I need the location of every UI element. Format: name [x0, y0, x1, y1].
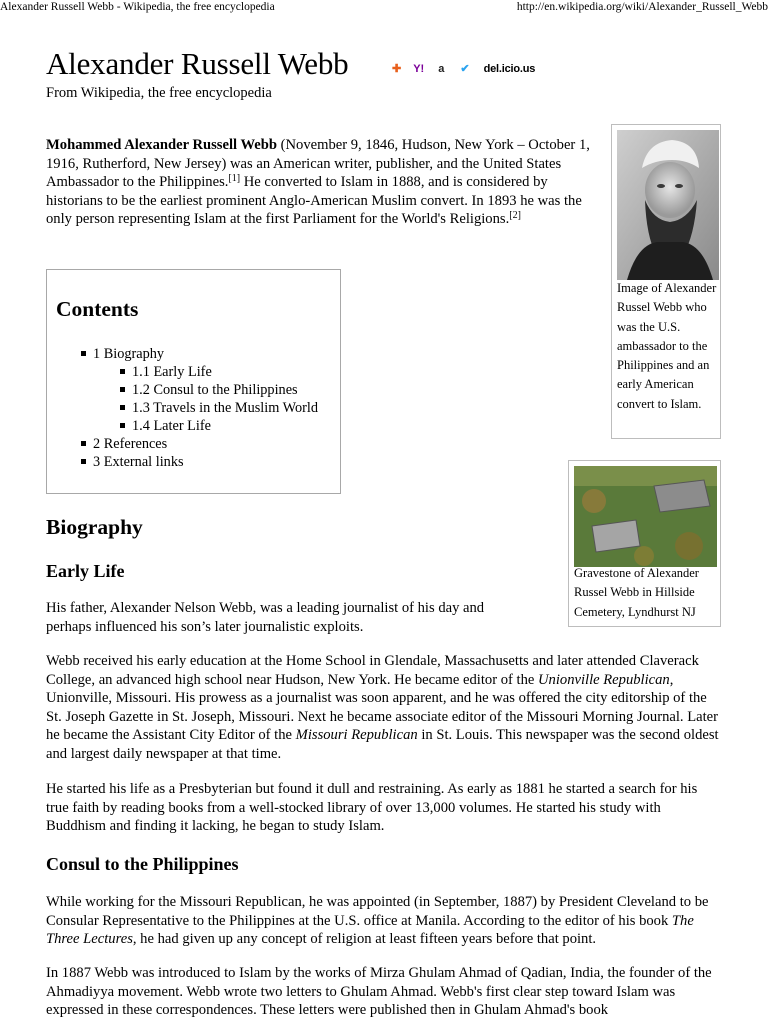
twitter-icon[interactable]: ✔ — [460, 63, 470, 75]
buzz-icon[interactable]: ✚ — [392, 63, 402, 75]
subsection-heading-early-life: Early Life — [46, 561, 125, 581]
toc-item-label[interactable]: 1.4 Later Life — [132, 418, 211, 434]
toc-item-label[interactable]: 2 References — [93, 436, 168, 452]
italic-book-title: The Three Lectures — [46, 912, 694, 948]
text-run: in St. Louis. This newspaper was the second oldest and largest daily newspaper at that time. — [46, 727, 719, 762]
toc-item-later-life[interactable] — [120, 417, 211, 435]
portrait-image[interactable] — [617, 130, 719, 280]
toc-item-label[interactable]: 1.2 Consul to the Philippines — [132, 382, 298, 398]
gravestone-image[interactable] — [574, 466, 717, 567]
page-title: Alexander Russell Webb — [46, 46, 349, 81]
toc-item-travels[interactable] — [120, 399, 318, 417]
toc-item-label[interactable]: 1.3 Travels in the Muslim World — [132, 400, 319, 416]
intro-text-1: (November 9, 1846, Hudson, New York – October 1, 1916, Rutherford, New Jersey) was an American writer, publisher, and the United States Ambassador to the Philippines. — [46, 137, 590, 191]
intro-text-2: He converted to Islam in 1888, and is considered by historians to be the earliest prominent Anglo-American Muslim convert. In 1893 he was the only person representing Islam at the first Parliament for the World's Religions. — [46, 174, 582, 228]
intro-name: Mohammed Alexander Russell Webb — [46, 137, 277, 153]
subsection-heading-consul: Consul to the Philippines — [46, 854, 239, 874]
reference-1-link[interactable]: [1] — [228, 173, 241, 185]
paragraph-early-life-1: His father, Alexander Nelson Webb, was a leading journalist of his day and perhaps influenced his son’s later journalistic exploits. — [46, 600, 485, 635]
paragraph-consul-1 — [46, 893, 722, 949]
portrait-infobox — [611, 124, 721, 439]
bullet-icon — [120, 423, 125, 428]
toc-item-references[interactable] — [81, 435, 167, 453]
toc-item-external-links[interactable] — [81, 453, 184, 471]
section-heading-biography: Biography — [46, 515, 143, 539]
text-run: While working for the Missouri Republican, he was appointed (in September, 1887) by President Cleveland to be Consular Representative to the Philippines at the U.S. office at Manila. According to the editor of his book — [46, 894, 709, 929]
text-run: Webb received his early education at the Home School in Glendale, Massachusetts and later attended Claverack College, an advanced high school near Hudson, New York. He became editor of the — [46, 653, 699, 688]
intro-paragraph — [46, 136, 592, 229]
bullet-icon — [120, 405, 125, 410]
toc-item-label[interactable]: 1 Biography — [93, 346, 165, 362]
bullet-icon — [120, 387, 125, 392]
bullet-icon — [81, 351, 86, 356]
bullet-icon — [81, 441, 86, 446]
toc-item-label[interactable]: 3 External links — [93, 454, 184, 470]
amazon-icon[interactable]: a — [438, 63, 445, 75]
print-header-title: Alexander Russell Webb - Wikipedia, the free encyclopedia — [0, 1, 275, 13]
bullet-icon — [120, 369, 125, 374]
print-header-url[interactable]: http://en.wikipedia.org/wiki/Alexander_Russell_Webb — [516, 1, 768, 13]
text-run: , he had given up any concept of religion at least fifteen years before that point. — [132, 931, 597, 948]
bullet-icon — [81, 459, 86, 464]
yahoo-icon[interactable]: Y! — [413, 63, 425, 75]
delicious-icon[interactable]: del.icio.us — [483, 63, 536, 75]
paragraph-early-life-2 — [46, 652, 722, 764]
toc-item-label[interactable]: 1.1 Early Life — [132, 364, 212, 380]
toc-heading: Contents — [56, 297, 139, 321]
tagline: From Wikipedia, the free encyclopedia — [46, 85, 272, 101]
toc-item-consul[interactable] — [120, 381, 298, 399]
gravestone-infobox — [568, 460, 721, 627]
text-run: , Unionville, Missouri. His prowess as a journalist was soon apparent, and he was offered the city editorship of the St. Joseph Gazette in St. Joseph, Missouri. Next he became associate editor of the Missouri Morning Journal. Later he became the Assistant City Editor of the — [46, 671, 718, 744]
italic-newspaper-name: Unionville Republican — [538, 671, 670, 688]
table-of-contents — [46, 269, 341, 494]
toc-item-early-life[interactable] — [120, 363, 212, 381]
share-toolbar — [392, 60, 535, 78]
portrait-caption: Image of Alexander Russel Webb who was the U.S. ambassador to the Philippines and an early American convert to Islam. — [617, 281, 717, 411]
reference-2-link[interactable]: [2] — [509, 210, 521, 222]
gravestone-caption: Gravestone of Alexander Russel Webb in Hillside Cemetery, Lyndhurst NJ — [574, 566, 699, 619]
paragraph-consul-2: In 1887 Webb was introduced to Islam by the works of Mirza Ghulam Ahmad of Qadian, India, the founder of the Ahmadiyya movement. Webb wrote two letters to Ghulam Ahmad. Webb's first clear step toward Islam was expressed in these correspondences. These letters were published then in Ghulam Ahmad's book — [46, 965, 712, 1019]
italic-newspaper-name: Missouri Republican — [295, 727, 418, 744]
print-header — [0, 0, 768, 14]
toc-item-biography[interactable] — [81, 345, 164, 363]
paragraph-early-life-3: He started his life as a Presbyterian but found it dull and restraining. As early as 1881 he started a search for his true faith by reading books from a well-stocked library of over 13,000 volumes. He started his study with Buddhism and finding it lacking, he began to study Islam. — [46, 781, 698, 835]
